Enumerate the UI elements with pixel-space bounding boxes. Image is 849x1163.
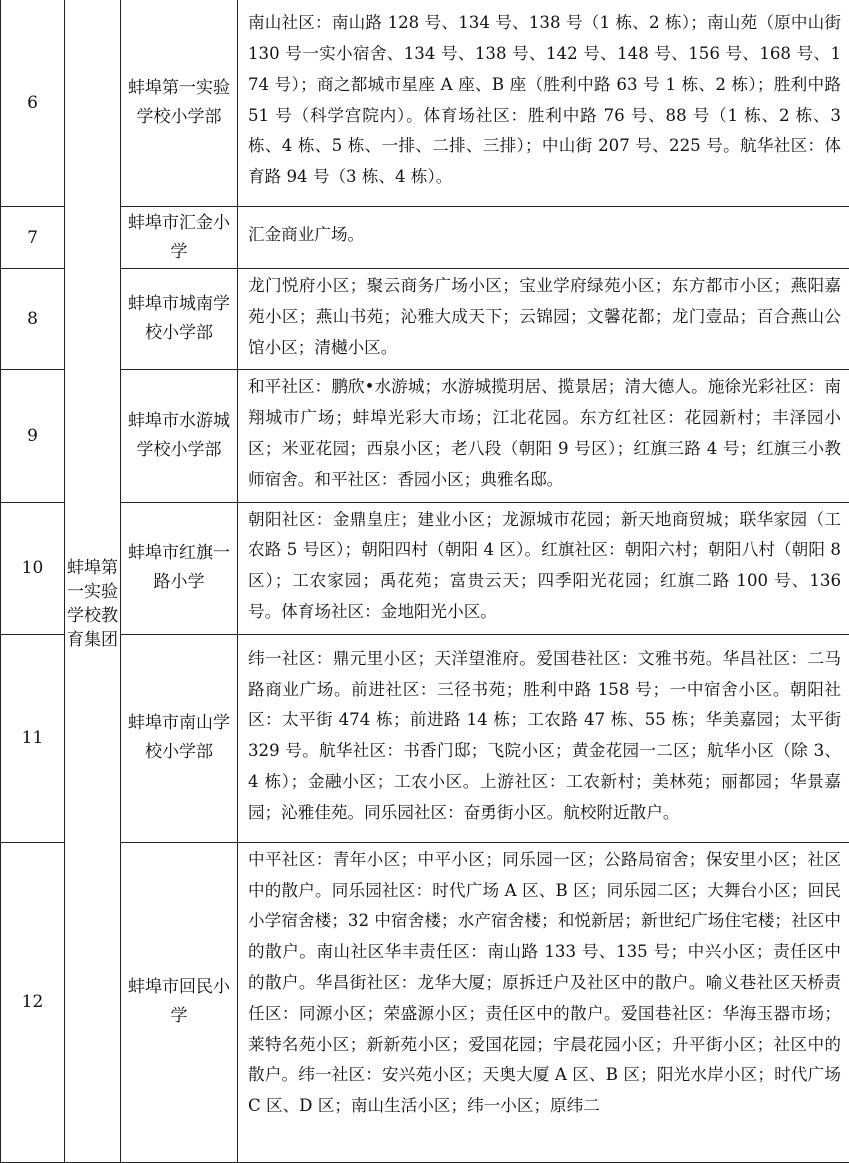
row-number: 8 <box>1 269 65 370</box>
school-name: 蚌埠第一实验学校小学部 <box>121 0 238 207</box>
catchment-area: 汇金商业广场。 <box>238 207 849 269</box>
school-name: 蚌埠市城南学校小学部 <box>121 269 238 370</box>
table-row <box>1 634 849 842</box>
school-name: 蚌埠市南山学校小学部 <box>121 634 238 842</box>
row-number: 7 <box>1 207 65 269</box>
catchment-area: 龙门悦府小区；聚云商务广场小区；宝业学府绿苑小区；东方都市小区；燕阳嘉苑小区；燕山书苑；沁雅大成天下；云锦园；文馨花都；龙门壹品；百合燕山公馆小区；清樾小区。 <box>238 269 849 370</box>
row-number: 6 <box>1 0 65 207</box>
table-row <box>1 207 849 269</box>
table-row <box>1 370 849 502</box>
catchment-area: 中平社区：青年小区；中平小区；同乐园一区；公路局宿舍；保安里小区；社区中的散户。同乐园社区：时代广场 A 区、B 区；同乐园二区；大舞台小区；回民小学宿舍楼；32 中宿舍楼；水产宿舍楼；和悦新居；新世纪广场住宅楼；社区中的散户。南山社区华丰责任区：南山路 133 号、135 号；中兴小区；责任区中的散户。华昌街社区：龙华大厦；原拆迁户及社区中的散户。喻义巷社区天桥责任区：同源小区；荣盛源小区；责任区中的散户。爱国巷社区：华海玉器市场；莱特名苑小区；新新苑小区；爱国花园；宇晨花园小区；升平街小区；社区中的散户。纬一社区：安兴苑小区；天奥大厦 A 区、B 区；阳光水岸小区；时代广场 C 区、D 区；南山生活小区；纬一小区；原纬二 <box>238 842 849 1162</box>
school-name: 蚌埠市水游城学校小学部 <box>121 370 238 502</box>
table-row <box>1 842 849 1162</box>
catchment-area: 南山社区：南山路 128 号、134 号、138 号（1 栋、2 栋）；南山苑（原中山街 130 号一实小宿舍、134 号、138 号、142 号、148 号、156 号、168 号、174 号）；商之都城市星座 A 座、B 座（胜利中路 63 号 1 栋、2 栋）；胜利中路 51 号（科学宫院内）。体育场社区：胜利中路 76 号、88 号（1 栋、2 栋、3 栋、4 栋、5 栋、一排、二排、三排）；中山街 207 号、225 号。航华社区：体育路 94 号（3 栋、4 栋）。 <box>238 0 849 207</box>
catchment-area: 和平社区：鹏欣•水游城；水游城揽玥居、揽景居；清大德人。施徐光彩社区：南翔城市广场；蚌埠光彩大市场；江北花园。东方红社区：花园新村；丰泽园小区；米亚花园；西泉小区；老八段（朝阳 9 号区）；红旗三路 4 号；红旗三小教师宿舍。和平社区：香园小区；典雅名邸。 <box>238 370 849 502</box>
school-name: 蚌埠市回民小学 <box>121 842 238 1162</box>
catchment-area: 朝阳社区：金鼎皇庄；建业小区；龙源城市花园；新天地商贸城；联华家园（工农路 5 号区）；朝阳四村（朝阳 4 区）。红旗社区：朝阳六村；朝阳八村（朝阳 8 区）；工农家园；禹花苑；富贵云天；四季阳光花园；红旗二路 100 号、136 号。体育场社区：金地阳光小区。 <box>238 502 849 634</box>
table-row <box>1 269 849 370</box>
row-number: 11 <box>1 634 65 842</box>
school-name: 蚌埠市汇金小学 <box>121 207 238 269</box>
row-number: 9 <box>1 370 65 502</box>
row-number: 10 <box>1 502 65 634</box>
table-row <box>1 502 849 634</box>
catchment-area: 纬一社区：鼎元里小区；天洋望淮府。爱国巷社区：文雅书苑。华昌社区：二马路商业广场。前进社区：三径书苑；胜利中路 158 号；一中宿舍小区。朝阳社区：太平街 474 栋；前进路 14 栋；工农路 47 栋、55 栋；华美嘉园；太平街 329 号。航华社区：书香门邸；飞院小区；黄金花园一二区；航华小区（除 3、4 栋）；金融小区；工农小区。上游社区：工农新村；美林苑；丽都园；华景嘉园；沁雅佳苑。同乐园社区：奋勇街小区。航校附近散户。 <box>238 634 849 842</box>
table-row <box>1 0 849 207</box>
group-name: 蚌埠第一实验学校教育集团 <box>65 0 121 1162</box>
school-name: 蚌埠市红旗一路小学 <box>121 502 238 634</box>
row-number: 12 <box>1 842 65 1162</box>
